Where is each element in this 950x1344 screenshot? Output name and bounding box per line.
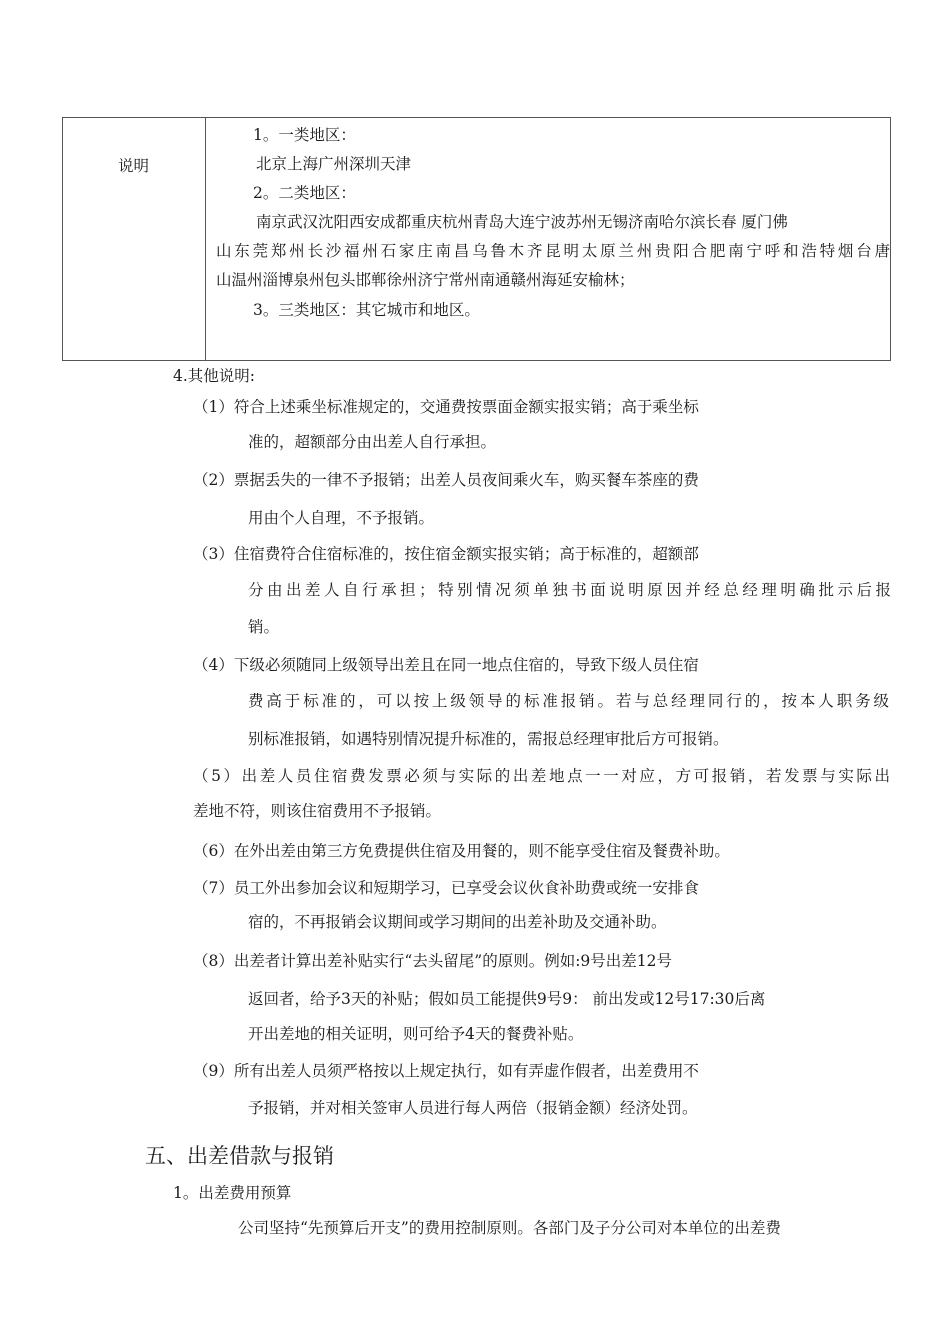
region-class-1-cities: 北京上海广州深圳天津 xyxy=(256,155,412,173)
note-2-line2: 用由个人自理，不予报销。 xyxy=(248,509,435,527)
note-3-line1: （3）住宿费符合住宿标准的，按住宿金额实报实销；高于标准的，超额部 xyxy=(193,545,699,563)
table-label: 说明 xyxy=(118,157,150,175)
note-3-line3: 销。 xyxy=(248,618,280,636)
region-class-2-cities-line2: 山东莞郑州长沙福州石家庄南昌乌鲁木齐昆明太原兰州贵阳合肥南宁呼和浩特烟台唐 xyxy=(216,242,890,260)
note-5-line2: 差地不符，则该住宿费用不予报销。 xyxy=(193,802,442,820)
note-4-line2: 费高于标准的，可以按上级领导的标准报销。若与总经理同行的，按本人职务级 xyxy=(248,692,889,710)
note-2-line1: （2）票据丢失的一律不予报销；出差人员夜间乘火车，购买餐车茶座的费 xyxy=(193,471,699,489)
section-5-paragraph: 公司坚持“先预算后开支”的费用控制原则。各部门及子分公司对本单位的出差费 xyxy=(238,1219,781,1237)
note-1-line2: 准的，超额部分由出差人自行承担。 xyxy=(248,433,497,451)
table-label-cell xyxy=(63,118,206,360)
region-class-2-heading: 2。二类地区： xyxy=(253,184,356,202)
note-6: （6）在外出差由第三方免费提供住宿及用餐的，则不能享受住宿及餐费补助。 xyxy=(193,842,730,860)
other-notes-heading: 4.其他说明: xyxy=(173,367,256,385)
note-1-line1: （1）符合上述乘坐标准规定的，交通费按票面金额实报实销；高于乘坐标 xyxy=(193,398,699,416)
note-8-line3: 开出差地的相关证明，则可给予4天的餐费补贴。 xyxy=(248,1025,584,1043)
table-content-cell xyxy=(206,118,890,360)
note-7-line1: （7）员工外出参加会议和短期学习，已享受会议伙食补助费或统一安排食 xyxy=(193,879,699,897)
section-5-subheading: 1。出差费用预算 xyxy=(173,1184,292,1202)
note-8-line1: （8）出差者计算出差补贴实行“去头留尾”的原则。例如:9号出差12号 xyxy=(193,952,673,970)
note-5-line1: （5）出差人员住宿费发票必须与实际的出差地点一一对应，方可报销，若发票与实际出 xyxy=(193,767,890,785)
section-5-title: 五、出差借款与报销 xyxy=(145,1144,334,1168)
note-8-line2: 返回者，给予3天的补贴；假如员工能提供9号9： 前出发或12号17:30后离 xyxy=(248,990,766,1008)
region-class-2-cities-line1: 南京武汉沈阳西安成都重庆杭州青岛大连宁波苏州无锡济南哈尔滨长春 厦门佛 xyxy=(256,213,788,231)
note-9-line2: 予报销，并对相关签审人员进行每人两倍（报销金额）经济处罚。 xyxy=(248,1099,698,1117)
explanation-table xyxy=(62,117,891,361)
note-4-line3: 别标准报销，如遇特别情况提升标准的，需报总经理审批后方可报销。 xyxy=(248,730,729,748)
note-3-line2: 分由出差人自行承担；特别情况须单独书面说明原因并经总经理明确批示后报 xyxy=(248,581,891,599)
note-7-line2: 宿的，不再报销会议期间或学习期间的出差补助及交通补助。 xyxy=(248,913,667,931)
note-9-line1: （9）所有出差人员须严格按以上规定执行，如有弄虚作假者，出差费用不 xyxy=(193,1062,699,1080)
note-4-line1: （4）下级必须随同上级领导出差且在同一地点住宿的，导致下级人员住宿 xyxy=(193,656,699,674)
region-class-3: 3。三类地区：其它城市和地区。 xyxy=(253,301,480,319)
region-class-2-cities-line3: 山温州淄博泉州包头邯郸徐州济宁常州南通赣州海延安榆林； xyxy=(216,271,635,289)
region-class-1-heading: 1。一类地区： xyxy=(253,126,356,144)
